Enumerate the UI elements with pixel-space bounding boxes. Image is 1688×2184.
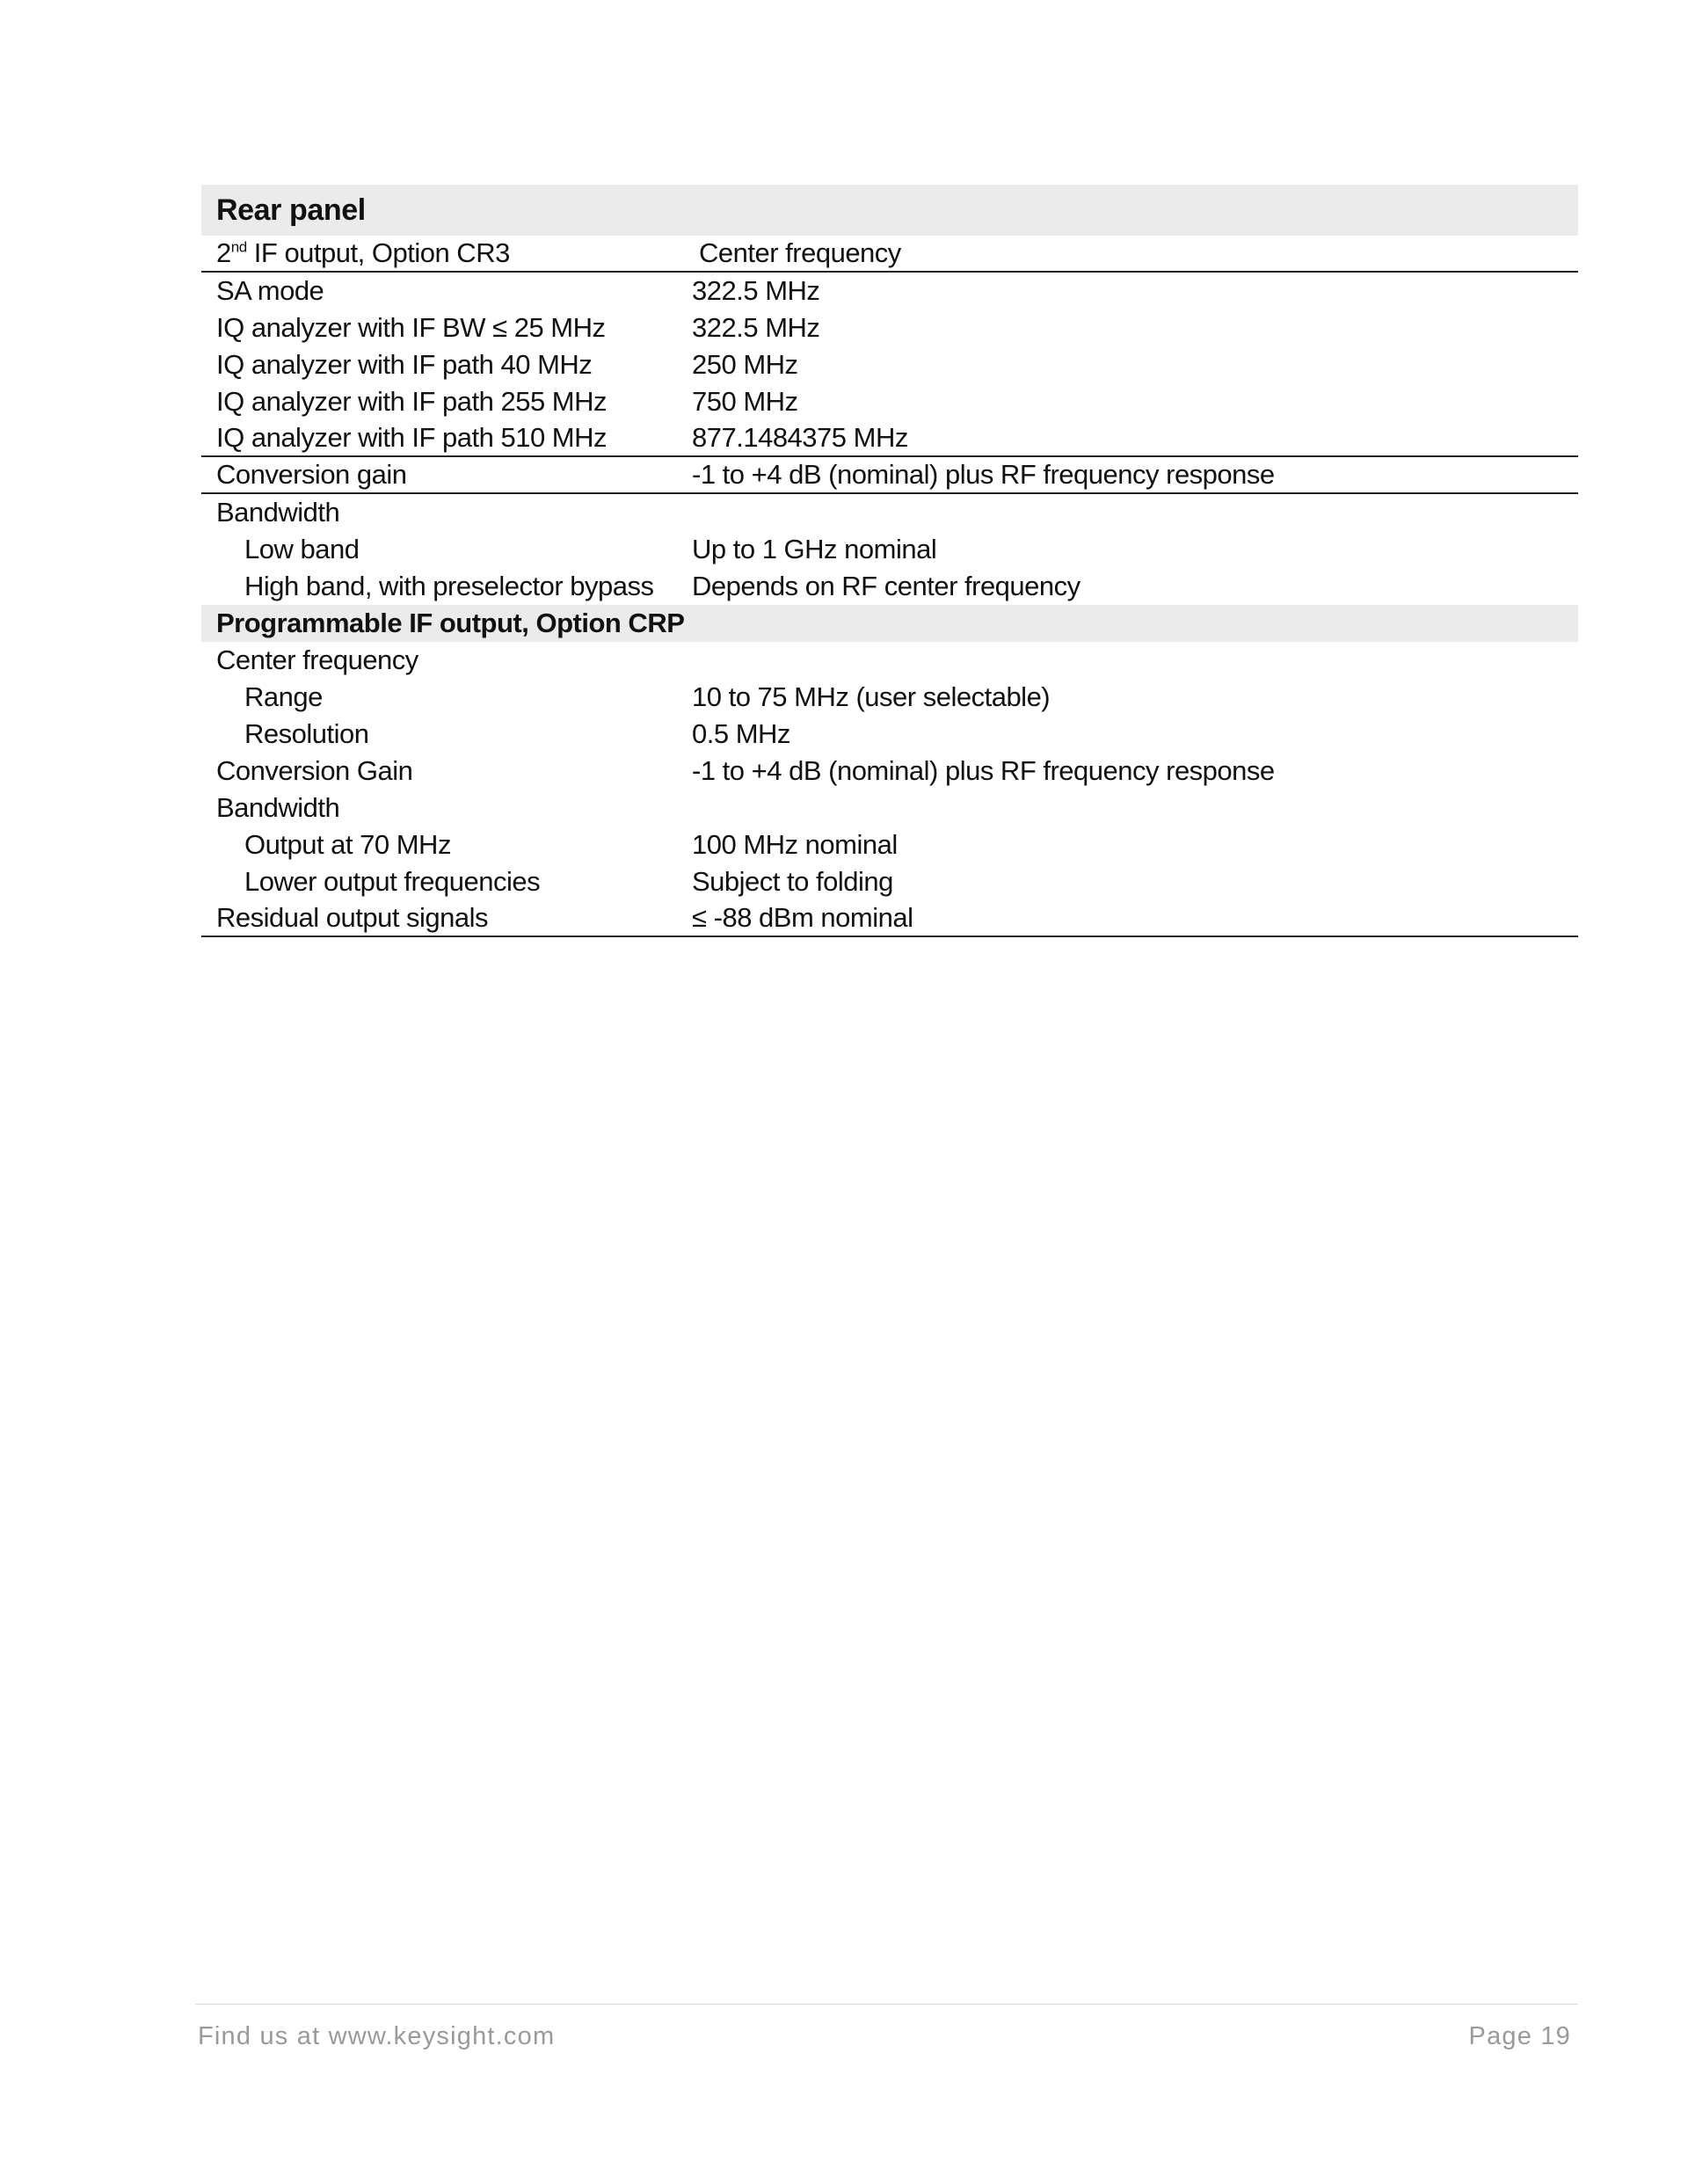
row-value: 322.5 MHz — [692, 275, 820, 306]
row-value: Subject to folding — [692, 866, 893, 897]
row-label: Conversion Gain — [216, 755, 413, 786]
row-label: Center frequency — [216, 644, 418, 675]
row-value: 100 MHz nominal — [692, 829, 898, 860]
table-row — [201, 900, 1578, 937]
page-number: Page 19 — [1468, 2022, 1571, 2050]
row-label: Bandwidth — [216, 792, 340, 823]
center-frequency-row — [201, 642, 1578, 679]
row-label: Resolution — [244, 718, 369, 749]
table-row — [201, 309, 1578, 346]
row-value: 750 MHz — [692, 386, 798, 417]
row-label: High band, with preselector bypass — [244, 571, 654, 601]
table-row — [201, 679, 1578, 716]
row-label: IQ analyzer with IF BW ≤ 25 MHz — [216, 312, 606, 343]
row-value: 322.5 MHz — [692, 312, 820, 343]
cr3-header-row — [201, 236, 1578, 273]
table-row — [201, 826, 1578, 863]
row-value: 10 to 75 MHz (user selectable) — [692, 681, 1051, 712]
row-label: SA mode — [216, 275, 324, 306]
page-footer — [195, 2004, 1578, 2050]
row-label: IQ analyzer with IF path 255 MHz — [216, 386, 608, 417]
table-row — [201, 863, 1578, 900]
table-row — [201, 420, 1578, 457]
footer-website-link[interactable]: Find us at www.keysight.com — [198, 2022, 556, 2050]
section-title: Rear panel — [201, 185, 1578, 236]
table-row — [201, 716, 1578, 753]
row-label: Low band — [244, 534, 360, 564]
table-row — [201, 383, 1578, 420]
table-row — [201, 753, 1578, 790]
row-label: Residual output signals — [216, 902, 489, 933]
crp-subheader — [201, 605, 1578, 642]
row-value: -1 to +4 dB (nominal) plus RF frequency response — [692, 755, 1275, 786]
row-value: 877.1484375 MHz — [692, 422, 908, 453]
row-value: -1 to +4 dB (nominal) plus RF frequency response — [692, 459, 1275, 490]
row-value: 250 MHz — [692, 349, 798, 380]
row-label: Range — [244, 681, 323, 712]
row-label: IQ analyzer with IF path 510 MHz — [216, 422, 608, 453]
spec-table — [201, 185, 1578, 937]
bandwidth-row — [201, 494, 1578, 531]
row-label: Bandwidth — [216, 497, 340, 528]
conversion-gain-row — [201, 457, 1578, 494]
row-label: IQ analyzer with IF path 40 MHz — [216, 349, 593, 380]
table-row — [201, 531, 1578, 568]
table-row — [201, 568, 1578, 605]
cr3-header-label-sup: nd — [230, 238, 247, 256]
cr3-header-label-prefix: 2 — [216, 237, 231, 268]
crp-title: Programmable IF output, Option CRP — [216, 608, 685, 638]
row-value: 0.5 MHz — [692, 718, 790, 749]
row-label: Output at 70 MHz — [244, 829, 451, 860]
row-value: ≤ -88 dBm nominal — [692, 902, 913, 933]
cr3-header-label-rest: IF output, Option CR3 — [246, 237, 510, 268]
table-row — [201, 273, 1578, 309]
row-value: Depends on RF center frequency — [692, 571, 1080, 601]
bandwidth-row — [201, 790, 1578, 826]
row-label: Lower output frequencies — [244, 866, 541, 897]
row-label: Conversion gain — [216, 459, 407, 490]
row-value: Up to 1 GHz nominal — [692, 534, 937, 564]
cr3-header-label — [201, 237, 692, 269]
cr3-header-value: Center frequency — [699, 237, 901, 268]
table-row — [201, 346, 1578, 383]
